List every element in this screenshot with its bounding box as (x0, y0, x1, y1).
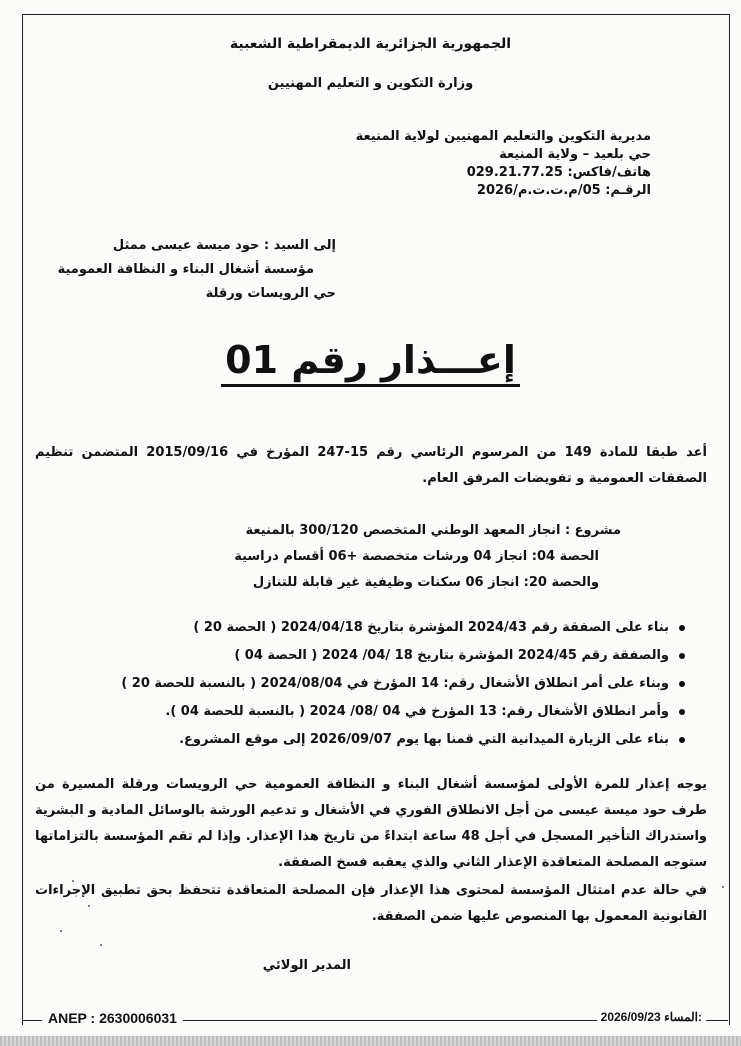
project-lot-20: والحصة 20: انجاز 06 سكنات وظيفية غير قابلة للتنازل (252, 575, 599, 590)
recipient-name: إلى السيد : حود ميسة عيسى ممثل (112, 238, 336, 253)
recipient-company: مؤسسة أشغال البناء و النظافة العمومية (57, 262, 314, 277)
scan-speck (72, 880, 74, 882)
republic-header: الجمهورية الجزائرية الديمقراطية الشعبية (229, 36, 512, 52)
project-block (234, 518, 621, 596)
list-item: وأمر انطلاق الأشغال رقم: 13 المؤرخ في 04 /08/ 2024 ( بالنسبة للحصة 04 ). (121, 698, 685, 726)
recipient-district: حي الرويسات ورقلة (205, 286, 336, 301)
footer-bar (22, 1010, 728, 1030)
anep-number: ANEP : 2630006031 (42, 1010, 183, 1026)
intro-paragraph: أعد طبقا للمادة 149 من المرسوم الرئاسي رقم 15-247 المؤرخ في 2015/09/16 المتضمن تنظيم الصفقات العمومية و تفويضات المرفق العام. (35, 445, 707, 486)
list-item: بناء على الزيارة الميدانية التي قمنا بها يوم 2026/09/07 إلى موقع المشروع. (121, 726, 685, 754)
signature-title: المدير الولائي (262, 958, 351, 973)
document-title (0, 338, 741, 382)
footer-date: 2026/09/23 المساء: (597, 1010, 706, 1024)
sender-address: حي بلعيد – ولاية المنيعة (499, 147, 651, 162)
list-item: وبناء على أمر انطلاق الأشغال رقم: 14 المؤرخ في 2024/08/04 ( بالنسبة للحصة 20 ) (121, 670, 685, 698)
scan-speck (88, 905, 90, 907)
ministry-header: وزارة التكوين و التعليم المهنيين (267, 76, 474, 91)
project-name: مشروع : انجاز المعهد الوطني المتخصص 300/120 بالمنيعة (245, 523, 621, 538)
title-text: إعـــذار رقم 01 (221, 338, 520, 387)
reference-number: الرقـم: 05/م.ت.ت.م/2026 (476, 183, 651, 198)
recipient-block (58, 234, 336, 306)
list-item: بناء على الصفقة رقم 2024/43 المؤشرة بتاريخ 2024/04/18 ( الحصة 20 ) (121, 614, 685, 642)
sender-block (356, 128, 651, 200)
closing-paragraph: في حالة عدم امتثال المؤسسة لمحتوى هذا الإعذار فإن المصلحة المتعاقدة تتحفظ بحق تطبيق الإجراءات القانونية المعمول بها المنصوص عليها ضمن الصفقة. (35, 883, 707, 924)
list-item: والصفقة رقم 2024/45 المؤشرة بتاريخ 18 /04/ 2024 ( الحصة 04 ) (121, 642, 685, 670)
directorate-name: مديرية التكوين والتعليم المهنيين لولاية المنيعة (355, 129, 651, 144)
references-list (121, 614, 685, 754)
sender-phone: هاتف/فاكس: 029.21.77.25 (466, 165, 651, 180)
scan-edge (0, 1036, 741, 1046)
scan-speck (100, 944, 102, 946)
scan-speck (60, 930, 62, 932)
project-lot-04: الحصة 04: انجاز 04 ورشات متخصصة +06 أقسام دراسية (234, 549, 599, 564)
body-paragraph: يوجه إعذار للمرة الأولى لمؤسسة أشغال البناء و النظافة العمومية حي الرويسات ورقلة المسيرة من طرف حود ميسة عيسى من أجل الانطلاق الفوري في الأشغال و تدعيم الورشة بالوسائل المادية و البشرية واستدراك التأخير المسجل في أجل 48 ساعة ابتداءً من تاريخ هذا الإعذار. وإذا لم تقم المؤسسة بالتزاماتها ستوجه المصلحة المتعاقدة الإعذار الثاني والذي يعقبه فسخ الصفقة. (35, 777, 707, 870)
scan-speck (722, 886, 724, 888)
